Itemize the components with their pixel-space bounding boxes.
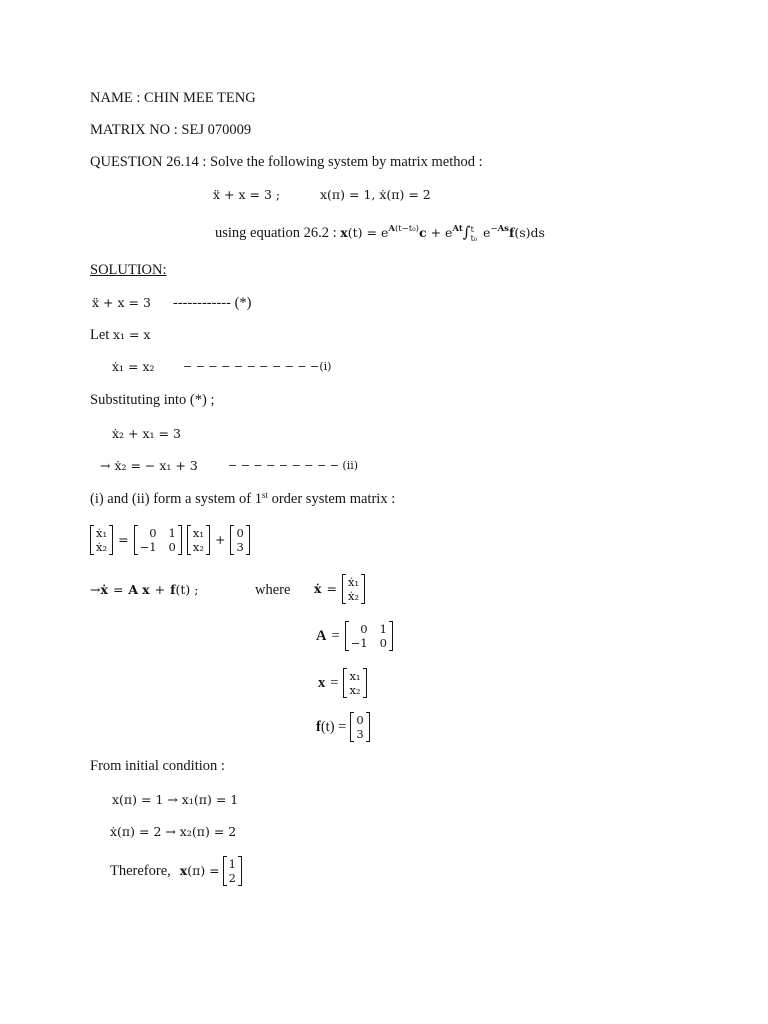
- matrix-cells: [234, 525, 245, 555]
- initial-condition-2: ẋ(π) = 2 → x₂(π) = 2: [110, 824, 237, 839]
- general-solution-formula: [340, 223, 545, 243]
- therefore-x: x: [179, 863, 188, 878]
- xdot-vector: [342, 574, 365, 604]
- matrix-cells: [349, 621, 389, 651]
- matrix-cell: 0: [379, 636, 387, 650]
- matrix-cells: [191, 525, 206, 555]
- matrix-cell: ẋ₂: [96, 540, 108, 554]
- forcing-vector: [230, 525, 249, 555]
- formula-exp3-minus: −: [490, 224, 498, 234]
- formula-plus-e: + e: [430, 225, 453, 240]
- ode-equation: ẍ + x = 3: [92, 295, 151, 310]
- f-vector: [350, 712, 369, 742]
- formula-exp1-power: [388, 224, 419, 234]
- let-word: Let: [90, 327, 110, 343]
- equals-sign: =: [330, 675, 339, 691]
- initial-condition-1: x(π) = 1 → x₁(π) = 1: [112, 792, 239, 807]
- x-vector: [343, 668, 366, 698]
- formula-exp1-base: e: [380, 225, 389, 240]
- matrix-cell: 3: [356, 727, 364, 741]
- plus-sign: +: [154, 582, 166, 597]
- solution-heading: SOLUTION:: [90, 262, 167, 278]
- matrix-cell: 0: [168, 540, 176, 554]
- right-bracket: [238, 856, 242, 886]
- arrow: →: [90, 582, 101, 597]
- compact-tail: (t) ;: [175, 582, 199, 597]
- matrix-cell: 0: [149, 526, 157, 540]
- initial-vector-result: [110, 856, 242, 886]
- xdot-symbol: ẋ: [100, 582, 108, 597]
- integral-sign: ∫: [462, 223, 471, 241]
- right-bracket: [206, 525, 210, 555]
- x-pi-vector: [223, 856, 242, 886]
- matrix-cell: −1: [350, 636, 368, 650]
- system-description: [90, 490, 395, 509]
- let-equation: x₁ = x: [112, 327, 151, 342]
- matrix-cell: 0: [360, 622, 368, 636]
- system-description-text: (i) and (ii) form a system of 1: [90, 491, 262, 507]
- formula-exp3-As: As: [497, 224, 509, 234]
- integral-lower-limit: t₀: [470, 233, 478, 243]
- matrix-cells: [94, 525, 109, 555]
- xdot-definition: [314, 574, 365, 604]
- matrix-cells: [138, 525, 178, 555]
- formula-exp1-A: A: [388, 224, 395, 234]
- matrix-cell: 1: [168, 526, 176, 540]
- A-symbol: A: [128, 582, 139, 597]
- system-description-rest: order system matrix :: [267, 491, 396, 507]
- where-label: where: [255, 582, 291, 598]
- problem-equation: ẍ + x = 3 ;: [213, 187, 281, 202]
- formula-label: using equation 26.2 :: [215, 225, 337, 241]
- matrix-cell: x₁: [192, 526, 204, 540]
- formula-f-tail: (s)ds: [514, 225, 545, 240]
- matrix-cell: 3: [236, 540, 244, 554]
- matrix-cell: 1: [379, 622, 387, 636]
- question-text: QUESTION 26.14 : Solve the following system by matrix method :: [90, 154, 483, 170]
- right-bracket: [389, 621, 393, 651]
- student-name: NAME : CHIN MEE TENG: [90, 90, 256, 106]
- lhs-matrix: [90, 525, 113, 555]
- x-symbol: x: [142, 582, 150, 597]
- matrix-cell: −1: [139, 540, 157, 554]
- substituting-text: Substituting into (*) ;: [90, 392, 215, 408]
- integral-upper-limit: t: [470, 224, 474, 234]
- formula-line: [215, 223, 545, 244]
- matrix-cells: [227, 856, 238, 886]
- matrix-cell: x₂: [349, 683, 361, 697]
- A-label: A: [316, 628, 327, 644]
- formula-x-tail: (t) =: [347, 225, 377, 240]
- equals-sign: =: [118, 532, 129, 547]
- therefore-tail: (π) =: [187, 863, 220, 878]
- formula-exp2-power: At: [452, 224, 463, 234]
- matrix-cell: x₁: [349, 669, 361, 683]
- equation-tag-i: − − − − − − − − − − −(i): [183, 360, 332, 373]
- equals-sign: =: [112, 582, 124, 597]
- coefficient-matrix: [134, 525, 182, 555]
- equation-tag-ii: − − − − − − − − − (ii): [228, 459, 359, 472]
- equation-tag-star: ------------ (*): [173, 295, 252, 311]
- xdot-label: ẋ: [314, 581, 322, 596]
- equals-sign: =: [326, 581, 337, 596]
- matrix-cell: ẋ₂: [347, 589, 360, 603]
- right-bracket: [178, 525, 182, 555]
- f-label: f: [316, 719, 321, 735]
- plus-sign: +: [214, 532, 226, 547]
- ordinal-superscript: st: [261, 490, 268, 500]
- formula-f: f: [508, 225, 515, 240]
- matrix-number: MATRIX NO : SEJ 070009: [90, 122, 252, 138]
- formula-exp3-power: [490, 224, 509, 234]
- A-definition: [316, 621, 393, 651]
- matrix-cells: [346, 574, 361, 604]
- equation-ii: → ẋ₂ = − x₁ + 3: [100, 458, 198, 473]
- initial-condition-heading: From initial condition :: [90, 758, 225, 774]
- formula-c: c: [418, 225, 427, 240]
- x-label: x: [318, 675, 326, 691]
- matrix-cell: 2: [228, 871, 236, 885]
- matrix-cell: ẋ₁: [347, 575, 360, 589]
- formula-x: x: [340, 225, 348, 240]
- matrix-cells: [354, 712, 365, 742]
- matrix-system-equation: [90, 525, 250, 555]
- formula-exp3-base: e: [483, 225, 491, 240]
- matrix-cell: 0: [356, 713, 364, 727]
- A-matrix: [345, 621, 393, 651]
- f-argument: (t) =: [320, 719, 347, 735]
- right-bracket: [363, 668, 367, 698]
- matrix-cells: [347, 668, 362, 698]
- right-bracket: [246, 525, 250, 555]
- therefore-word: Therefore,: [110, 863, 171, 879]
- state-vector: [187, 525, 210, 555]
- right-bracket: [361, 574, 365, 604]
- matrix-cell: x₂: [192, 540, 204, 554]
- formula-exp1-rest: (t−t₀): [394, 224, 419, 234]
- equals-sign: =: [331, 628, 340, 644]
- right-bracket: [109, 525, 113, 555]
- initial-conditions: x(π) = 1, ẋ(π) = 2: [320, 187, 431, 202]
- substituted-equation: ẋ₂ + x₁ = 3: [112, 426, 181, 441]
- matrix-cell: ẋ₁: [96, 526, 108, 540]
- matrix-cell: 0: [236, 526, 244, 540]
- matrix-cell: 1: [228, 857, 236, 871]
- equation-i: ẋ₁ = x₂: [112, 359, 155, 374]
- integral-limits: [471, 225, 477, 243]
- compact-system-equation: [90, 581, 198, 599]
- f-symbol: f: [170, 582, 176, 597]
- right-bracket: [366, 712, 370, 742]
- x-definition: [318, 668, 367, 698]
- let-substitution: [90, 326, 150, 344]
- f-definition: [316, 712, 370, 742]
